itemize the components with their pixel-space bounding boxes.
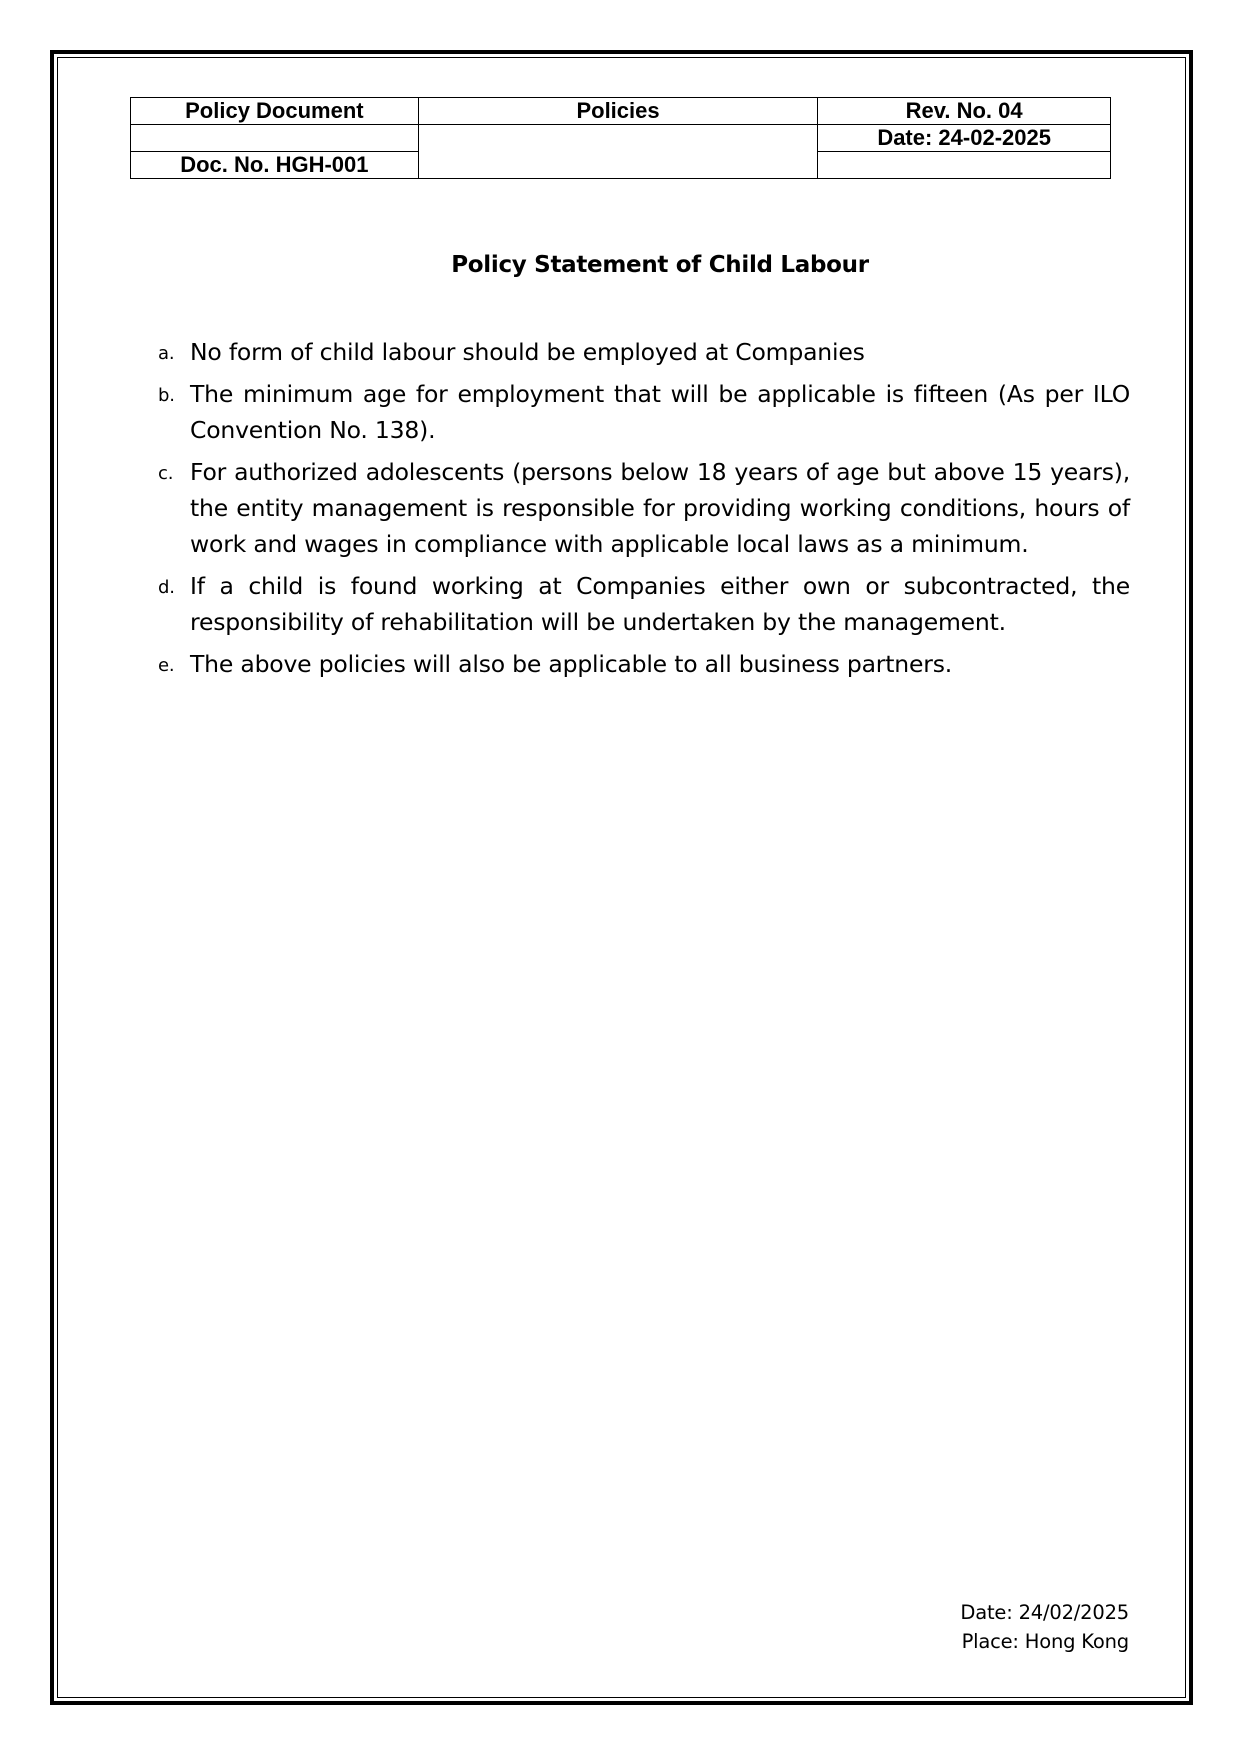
list-marker: c. (158, 463, 174, 484)
list-item-text: For authorized adolescents (persons below 18 years of age but above 15 years), the entity management is responsible for providing working conditions, hours of work and wages in compliance with applicable local laws as a minimum. (190, 458, 1130, 558)
empty-merged-cell (418, 125, 818, 179)
list-item (158, 334, 1130, 370)
list-item-text: The minimum age for employment that will be applicable is fifteen (As per ILO Convention No. 138). (190, 380, 1130, 444)
header-row-2 (131, 125, 1111, 152)
list-marker: b. (158, 385, 175, 406)
list-item (158, 568, 1130, 640)
list-marker: d. (158, 577, 175, 598)
page-title: Policy Statement of Child Labour (451, 252, 869, 278)
page-border-inner (57, 57, 1186, 1698)
footer-date: Date: 24/02/2025 (960, 1601, 1129, 1624)
empty-cell (131, 125, 419, 152)
list-item (158, 646, 1130, 682)
list-marker: a. (158, 343, 175, 364)
list-item-text: If a child is found working at Companies either own or subcontracted, the responsibility of rehabilitation will be undertaken by the management. (190, 572, 1130, 636)
policy-document-cell: Policy Document (131, 98, 419, 125)
date-cell: Date: 24-02-2025 (818, 125, 1111, 152)
doc-no-cell: Doc. No. HGH-001 (131, 152, 419, 179)
header-row-1 (131, 98, 1111, 125)
list-marker: e. (158, 655, 175, 676)
empty-cell (818, 152, 1111, 179)
document-header-table (130, 97, 1111, 179)
list-item-text: No form of child labour should be employed at Companies (190, 338, 865, 366)
policies-cell: Policies (418, 98, 818, 125)
list-item (158, 376, 1130, 448)
footer-place: Place: Hong Kong (961, 1630, 1129, 1653)
list-item (158, 454, 1130, 562)
list-item-text: The above policies will also be applicable to all business partners. (190, 650, 953, 678)
policy-list (158, 334, 1130, 688)
rev-no-cell: Rev. No. 04 (818, 98, 1111, 125)
footer (960, 1598, 1129, 1656)
